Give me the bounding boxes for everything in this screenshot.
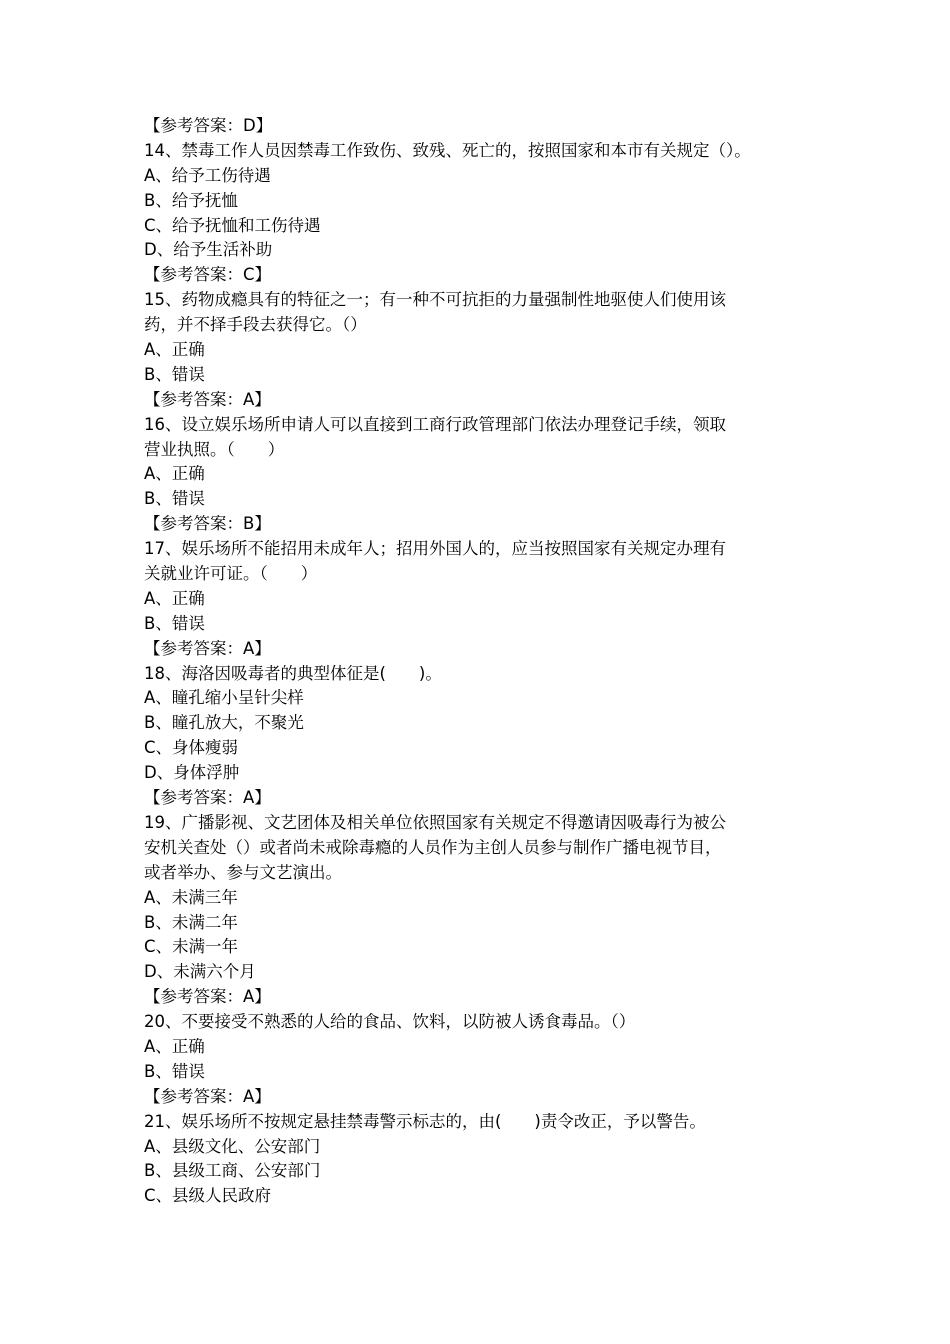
text-line: A、县级文化、公安部门 — [144, 1136, 321, 1156]
text-line: 药，并不择手段去获得它。（） — [144, 315, 367, 335]
text-line: 15、药物成瘾具有的特征之一；有一种不可抗拒的力量强制性地驱使人们使用该 — [144, 290, 726, 310]
text-line: C、县级人民政府 — [144, 1186, 272, 1206]
text-line: C、给予抚恤和工伤待遇 — [144, 215, 321, 235]
text-line: B、错误 — [144, 613, 205, 633]
text-line: 17、娱乐场所不能招用未成年人；招用外国人的，应当按照国家有关规定办理有 — [144, 539, 726, 559]
text-line: 关就业许可证。（ ） — [144, 564, 318, 584]
text-line: 【参考答案：D】 — [144, 116, 273, 135]
text-line: B、错误 — [144, 1061, 205, 1081]
text-line: 【参考答案：A】 — [144, 638, 271, 658]
text-line: A、瞳孔缩小呈针尖样 — [144, 688, 304, 708]
text-line: 【参考答案：A】 — [144, 389, 271, 409]
text-line: C、未满一年 — [144, 937, 239, 957]
text-line: 【参考答案：C】 — [144, 265, 272, 285]
text-line: D、未满六个月 — [144, 962, 256, 982]
text-line: D、给予生活补助 — [144, 240, 273, 260]
text-line: 21、娱乐场所不按规定悬挂禁毒警示标志的，由( )责令改正，予以警告。 — [144, 1111, 706, 1131]
text-line: B、给予抚恤 — [144, 190, 238, 210]
text-line: B、错误 — [144, 364, 205, 384]
text-line: 【参考答案：A】 — [144, 788, 271, 808]
text-line: 【参考答案：A】 — [144, 987, 271, 1007]
text-line: 营业执照。（ ） — [144, 439, 285, 459]
text-line: 14、禁毒工作人员因禁毒工作致伤、致残、死亡的，按照国家和本市有关规定（）。 — [144, 140, 751, 160]
text-line: A、正确 — [144, 464, 205, 484]
text-line: D、身体浮肿 — [144, 763, 240, 783]
text-line: 16、设立娱乐场所申请人可以直接到工商行政管理部门依法办理登记手续，领取 — [144, 414, 726, 434]
text-line: A、正确 — [144, 340, 205, 360]
text-line: 18、海洛因吸毒者的典型体征是( )。 — [144, 663, 442, 683]
text-line: 安机关查处（）或者尚未戒除毒瘾的人员作为主创人员参与制作广播电视节目， — [144, 837, 722, 857]
text-line: A、未满三年 — [144, 887, 238, 907]
text-line: B、未满二年 — [144, 912, 238, 932]
text-line: A、给予工伤待遇 — [144, 165, 271, 185]
text-line: 【参考答案：A】 — [144, 1086, 271, 1106]
text-line: 19、广播影视、文艺团体及相关单位依照国家有关规定不得邀请因吸毒行为被公 — [144, 812, 726, 832]
text-line: 【参考答案：B】 — [144, 514, 271, 534]
text-line: C、身体瘦弱 — [144, 738, 239, 758]
text-line: 20、不要接受不熟悉的人给的食品、饮料，以防被人诱食毒品。（） — [144, 1012, 636, 1032]
text-line: A、正确 — [144, 588, 205, 608]
text-line: B、县级工商、公安部门 — [144, 1161, 321, 1181]
text-line: B、瞳孔放大，不聚光 — [144, 713, 304, 733]
text-line: B、错误 — [144, 489, 205, 509]
document-body — [144, 114, 824, 1209]
text-line: A、正确 — [144, 1036, 205, 1056]
text-line: 或者举办、参与文艺演出。 — [144, 862, 342, 882]
